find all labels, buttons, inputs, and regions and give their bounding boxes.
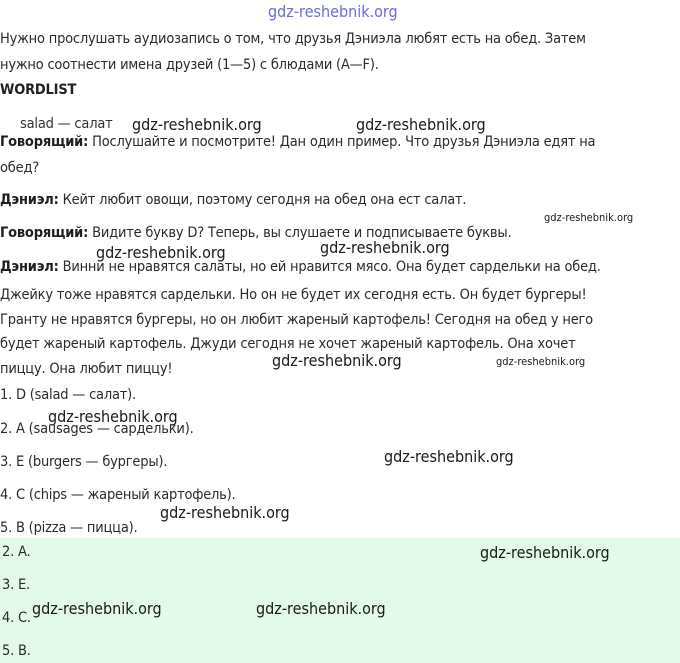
watermark: gdz-reshebnik.org bbox=[544, 211, 634, 224]
dialogue-speaker-line bbox=[0, 190, 466, 210]
watermark: gdz-reshebnik.org bbox=[384, 447, 514, 466]
dialogue-text: Винни не нравятся салаты, но ей нравится мясо. Она будет сардельки на обед. bbox=[62, 259, 601, 275]
watermark: gdz-reshebnik.org bbox=[48, 407, 178, 426]
dialogue-text-line: Джейку тоже нравятся сардельки. Но он не будет их сегодня есть. Он будет бургеры! bbox=[0, 287, 587, 303]
dialogue-text-line: обед? bbox=[0, 160, 39, 176]
wordlist-item-cut: salad — салат bbox=[20, 116, 113, 130]
answer-short-2: 2. A. bbox=[2, 544, 31, 560]
speaker-label: Говорящий: bbox=[0, 134, 89, 150]
dialogue-speaker-line bbox=[0, 257, 601, 277]
watermark: gdz-reshebnik.org bbox=[32, 599, 162, 618]
speaker-label: Дэниэл: bbox=[0, 192, 59, 208]
watermark: gdz-reshebnik.org bbox=[496, 355, 586, 368]
answer-full-5: 5. B (pizza — пицца). bbox=[0, 520, 138, 536]
answer-short-5: 5. B. bbox=[2, 643, 31, 659]
task-line-2: нужно соотнести имена друзей (1—5) с блюдами (A—F). bbox=[0, 57, 379, 73]
watermark: gdz-reshebnik.org bbox=[256, 599, 386, 618]
task-line-1: Нужно прослушать аудиозапись о том, что друзья Дэниэла любят есть на обед. Затем bbox=[0, 31, 586, 47]
watermark: gdz-reshebnik.org bbox=[480, 543, 610, 562]
dialogue-text-line: будет жареный картофель. Джуди сегодня не хочет жареный картофель. Она хочет bbox=[0, 336, 576, 352]
watermark: gdz-reshebnik.org bbox=[160, 503, 290, 522]
answer-full-3: 3. E (burgers — бургеры). bbox=[0, 454, 168, 470]
answer-full-1: 1. D (salad — салат). bbox=[0, 387, 137, 403]
speaker-label: Дэниэл: bbox=[0, 259, 59, 275]
answer-full-2: 2. A (sausages — сардельки). bbox=[0, 421, 194, 437]
watermark: gdz-reshebnik.org bbox=[320, 238, 450, 257]
answer-short-3: 3. E. bbox=[2, 577, 30, 593]
dialogue-text: Послушайте и посмотрите! Дан один пример. Что друзья Дэниэла едят на bbox=[92, 134, 596, 150]
dialogue-speaker-line bbox=[0, 132, 595, 152]
watermark: gdz-reshebnik.org bbox=[132, 115, 262, 134]
speaker-label: Говорящий: bbox=[0, 225, 89, 241]
watermark: gdz-reshebnik.org bbox=[272, 351, 402, 370]
site-header-watermark: gdz-reshebnik.org bbox=[268, 2, 398, 21]
answer-short-4: 4. C. bbox=[2, 610, 31, 626]
watermark: gdz-reshebnik.org bbox=[356, 115, 486, 134]
dialogue-text: Видите букву D? Теперь, вы слушаете и подписываете буквы. bbox=[92, 225, 512, 241]
watermark: gdz-reshebnik.org bbox=[96, 243, 226, 262]
dialogue-text: Кейт любит овощи, поэтому сегодня на обед она ест салат. bbox=[62, 192, 467, 208]
dialogue-text-line: пиццу. Она любит пиццу! bbox=[0, 361, 173, 377]
dialogue-text-line: Гранту не нравятся бургеры, но он любит жареный картофель! Сегодня на обед у него bbox=[0, 312, 593, 328]
answer-full-4: 4. C (chips — жареный картофель). bbox=[0, 487, 236, 503]
wordlist-title: WORDLIST bbox=[0, 82, 77, 98]
